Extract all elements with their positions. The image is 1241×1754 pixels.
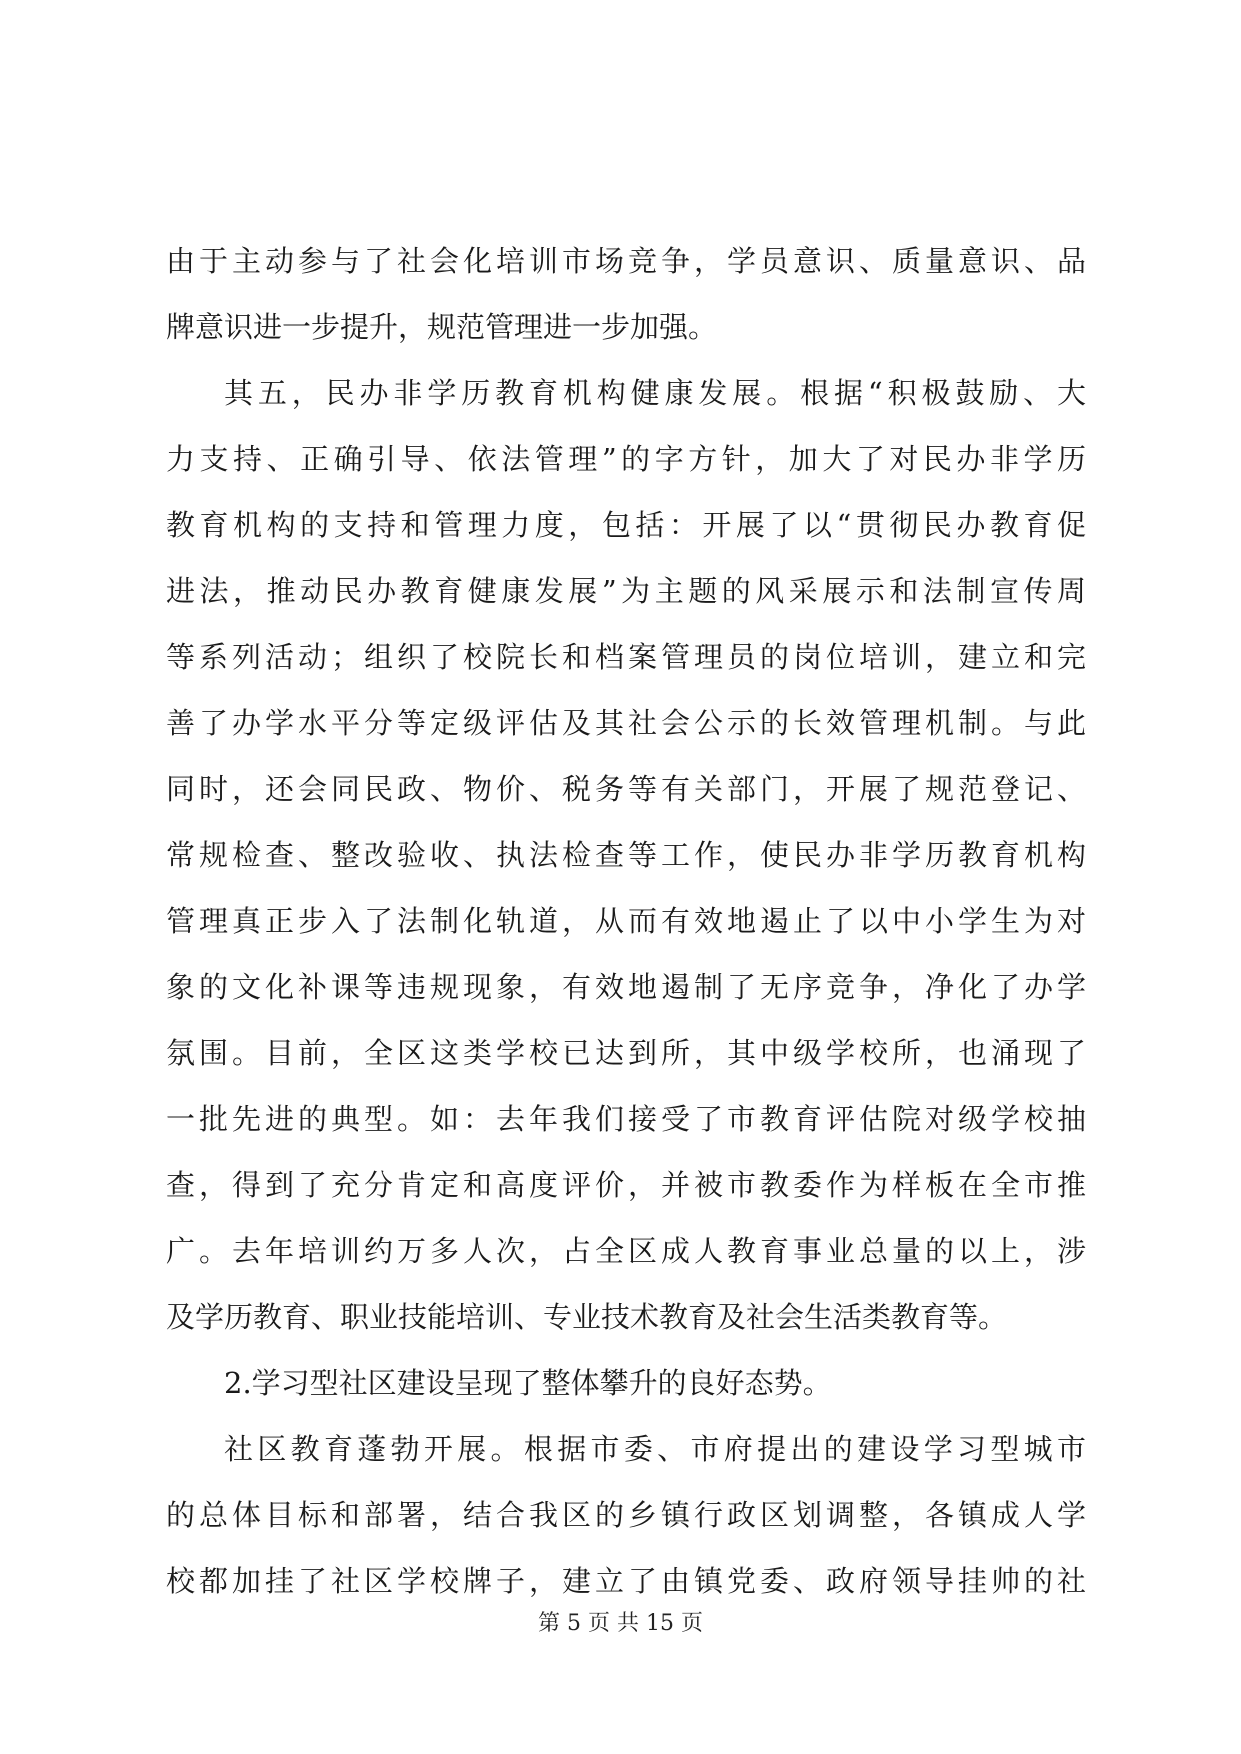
- text-line: 由于主动参与了社会化培训市场竞争，学员意识、质量意识、品: [166, 244, 1086, 278]
- text-line: 象的文化补课等违规现象，有效地遏制了无序竞争，净化了办学: [166, 970, 1086, 1004]
- text-line: 牌意识进一步提升，规范管理进一步加强。: [166, 310, 718, 344]
- text-line: 力支持、正确引导、依法管理”的字方针，加大了对民办非学历: [166, 442, 1086, 476]
- text-line: 校都加挂了社区学校牌子，建立了由镇党委、政府领导挂帅的社: [166, 1564, 1086, 1598]
- text-line: 进法，推动民办教育健康发展”为主题的风采展示和法制宣传周: [166, 574, 1086, 608]
- document-body: [166, 228, 1086, 1614]
- text-line: 管理真正步入了法制化轨道，从而有效地遏止了以中小学生为对: [166, 904, 1086, 938]
- text-line: 等系列活动；组织了校院长和档案管理员的岗位培训，建立和完: [166, 640, 1086, 674]
- text-line: 其五，民办非学历教育机构健康发展。根据“积极鼓励、大: [224, 376, 1086, 410]
- text-line: 教育机构的支持和管理力度，包括：开展了以“贯彻民办教育促: [166, 508, 1086, 542]
- section-heading: 2.学习型社区建设呈现了整体攀升的良好态势。: [224, 1366, 832, 1400]
- text-line: 广。去年培训约万多人次，占全区成人教育事业总量的以上，涉: [166, 1234, 1086, 1268]
- page-number-footer: 第 5 页 共 15 页: [538, 1611, 703, 1636]
- text-line: 社区教育蓬勃开展。根据市委、市府提出的建设学习型城市: [224, 1432, 1086, 1466]
- text-line: 一批先进的典型。如：去年我们接受了市教育评估院对级学校抽: [166, 1102, 1086, 1136]
- text-line: 常规检查、整改验收、执法检查等工作，使民办非学历教育机构: [166, 838, 1086, 872]
- text-line: 的总体目标和部署，结合我区的乡镇行政区划调整，各镇成人学: [166, 1498, 1086, 1532]
- text-line: 查，得到了充分肯定和高度评价，并被市教委作为样板在全市推: [166, 1168, 1086, 1202]
- text-line: 及学历教育、职业技能培训、专业技术教育及社会生活类教育等。: [166, 1300, 1008, 1334]
- text-line: 氛围。目前，全区这类学校已达到所，其中级学校所，也涌现了: [166, 1036, 1086, 1070]
- text-line: 同时，还会同民政、物价、税务等有关部门，开展了规范登记、: [166, 772, 1086, 806]
- text-line: 善了办学水平分等定级评估及其社会公示的长效管理机制。与此: [166, 706, 1086, 740]
